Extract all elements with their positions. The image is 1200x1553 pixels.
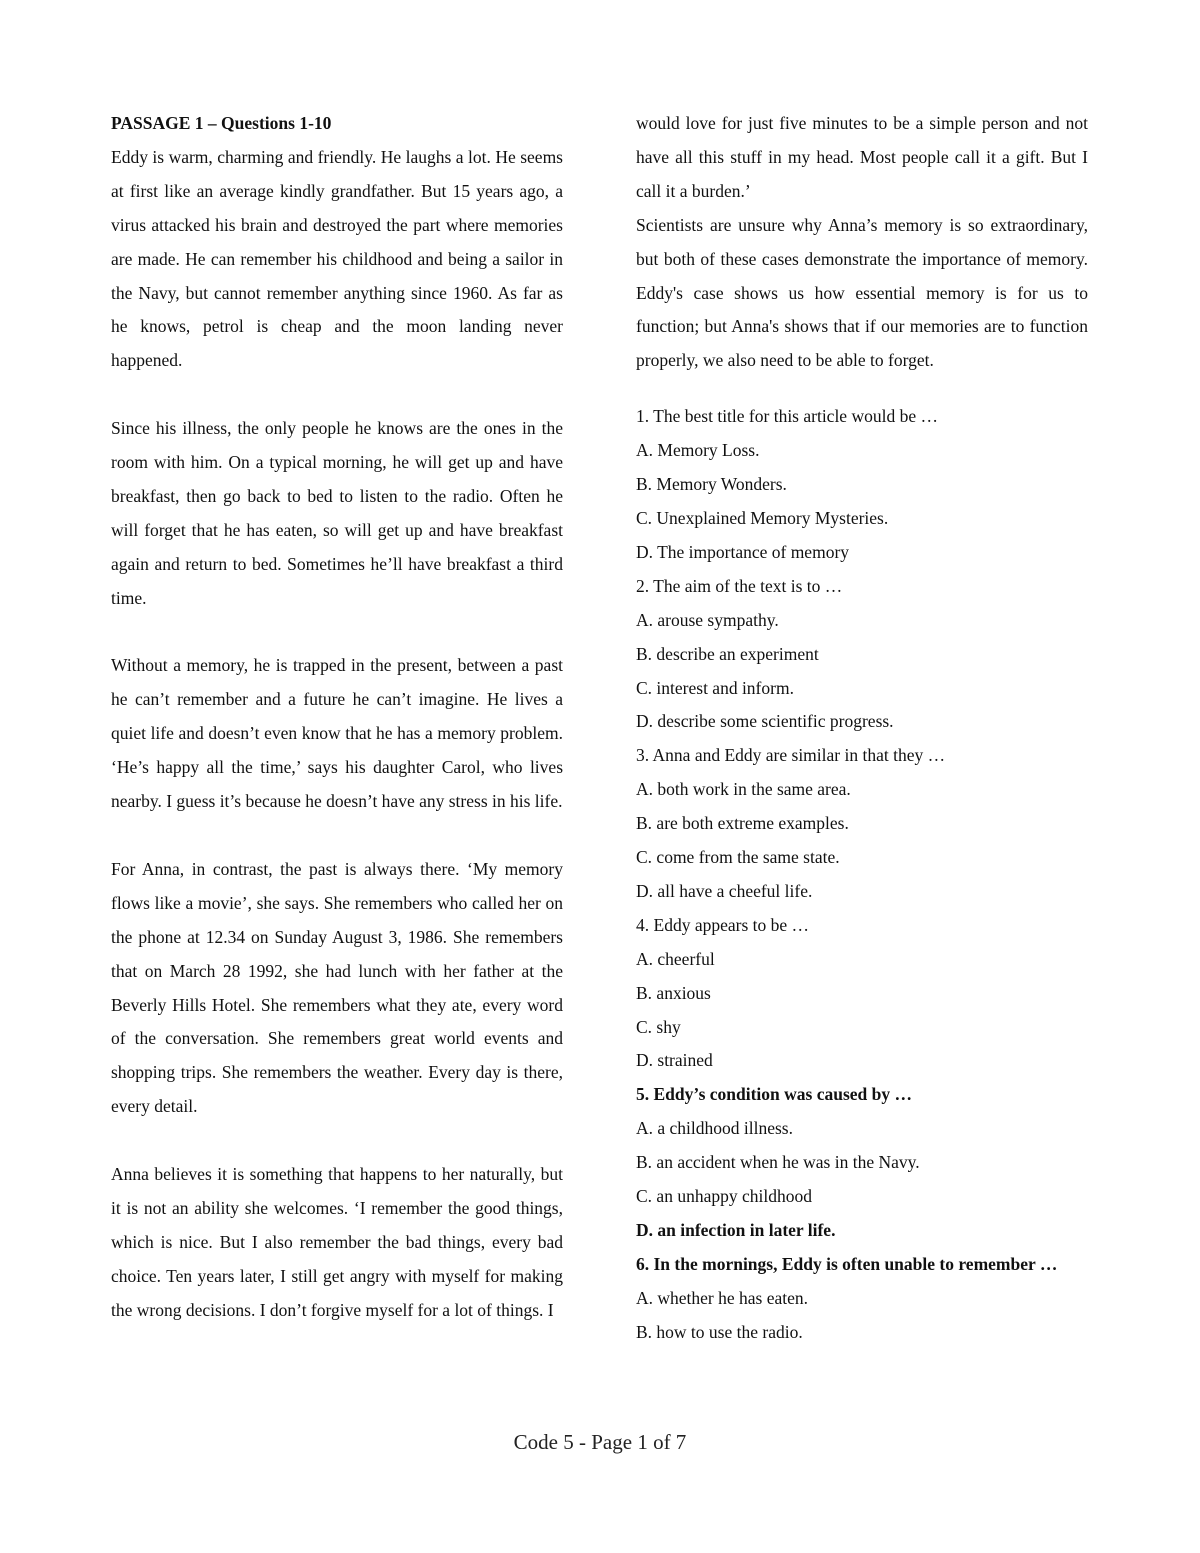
answer-option: A. a childhood illness. xyxy=(636,1118,793,1139)
page-footer: Code 5 - Page 1 of 7 xyxy=(513,1430,687,1454)
answer-option: C. shy xyxy=(636,1016,681,1037)
question-stem: 3. Anna and Eddy are similar in that they … xyxy=(636,745,946,766)
answer-option: B. anxious xyxy=(636,982,711,1003)
question-stem: 4. Eddy appears to be … xyxy=(636,914,810,935)
passage-paragraph-1: Eddy is warm, charming and friendly. He laughs a lot. He seems at first like an average kindly grandfather. But 15 years ago, a virus attacked his brain and destroyed the part where memories are made. He can remember his childhood and being a sailor in the Navy, but cannot remember anything since 1960. As far as he knows, petrol is cheap and the moon landing never happened. xyxy=(111,146,563,371)
answer-option: B. are both extreme examples. xyxy=(636,813,849,834)
left-column xyxy=(111,107,563,1328)
question-5 xyxy=(636,1078,1088,1248)
question-stem: 2. The aim of the text is to … xyxy=(636,575,843,596)
answer-option: A. Memory Loss. xyxy=(636,440,760,461)
answer-option: B. how to use the radio. xyxy=(636,1321,803,1342)
question-4 xyxy=(636,909,1088,1079)
answer-option: D. strained xyxy=(636,1050,713,1071)
passage-paragraph-6: Scientists are unsure why Anna’s memory is so extraordinary, but both of these cases demonstrate the importance of memory. Eddy's case shows us how essential memory is for us to function; but Anna's shows that if our memories are to function properly, we also need to be able to forget. xyxy=(636,214,1088,371)
answer-option-highlighted: D. an infection in later life. xyxy=(636,1220,836,1240)
passage-paragraph-4: For Anna, in contrast, the past is always there. ‘My memory flows like a movie’, she says. She remembers who called her on the phone at 12.34 on Sunday August 3, 1986. She remembers that on March 28 1992, she had lunch with her father at the Beverly Hills Hotel. She remembers what they ate, every word of the conversation. She remembers great world events and shopping trips. She remembers the weather. Every day is there, every detail. xyxy=(111,858,563,1117)
passage-paragraph-5-continued: would love for just five minutes to be a simple person and not have all this stuff in my head. Most people call it a gift. But I call it a burden.’ xyxy=(636,113,1088,201)
answer-option: C. interest and inform. xyxy=(636,677,794,698)
answer-option: C. an unhappy childhood xyxy=(636,1186,812,1207)
question-6 xyxy=(636,1248,1088,1350)
answer-option: B. describe an experiment xyxy=(636,643,819,664)
answer-option: D. The importance of memory xyxy=(636,541,850,562)
right-column xyxy=(636,107,1088,1350)
question-list xyxy=(636,400,1088,1349)
answer-option: B. Memory Wonders. xyxy=(636,474,787,495)
question-3 xyxy=(636,739,1088,909)
question-stem: 6. In the mornings, Eddy is often unable to remember … xyxy=(636,1253,1058,1274)
answer-option: A. both work in the same area. xyxy=(636,779,851,800)
answer-option: A. whether he has eaten. xyxy=(636,1287,809,1308)
answer-option: A. arouse sympathy. xyxy=(636,609,779,630)
answer-option: D. describe some scientific progress. xyxy=(636,711,894,732)
question-2 xyxy=(636,570,1088,740)
answer-option: C. come from the same state. xyxy=(636,847,840,868)
answer-option: D. all have a cheeful life. xyxy=(636,880,813,901)
passage-paragraph-3: Without a memory, he is trapped in the present, between a past he can’t remember and a future he can’t imagine. He lives a quiet life and doesn’t even know that he has a memory problem. ‘He’s happy all the time,’ says his daughter Carol, who lives nearby. I guess it’s because he doesn’t have any stress in his life. xyxy=(111,655,563,812)
question-1 xyxy=(636,400,1088,570)
answer-option: C. Unexplained Memory Mysteries. xyxy=(636,507,889,528)
answer-option: B. an accident when he was in the Navy. xyxy=(636,1152,920,1173)
passage-heading: PASSAGE 1 – Questions 1-10 xyxy=(111,113,332,133)
answer-option: A. cheerful xyxy=(636,948,715,969)
passage-paragraph-5: Anna believes it is something that happens to her naturally, but it is not an ability she welcomes. ‘I remember the good things, which is nice. But I also remember the bad things, every bad choice. Ten years later, I still get angry with myself for making the wrong decisions. I don’t forgive myself for a lot of things. I xyxy=(111,1164,563,1320)
passage-paragraph-2: Since his illness, the only people he knows are the ones in the room with him. On a typical morning, he will get up and have breakfast, then go back to bed to listen to the radio. Often he will forget that he has eaten, so will get up and have breakfast again and return to bed. Sometimes he’ll have breakfast a third time. xyxy=(111,418,563,608)
question-stem: 5. Eddy’s condition was caused by … xyxy=(636,1084,913,1105)
question-stem: 1. The best title for this article would be … xyxy=(636,406,938,427)
